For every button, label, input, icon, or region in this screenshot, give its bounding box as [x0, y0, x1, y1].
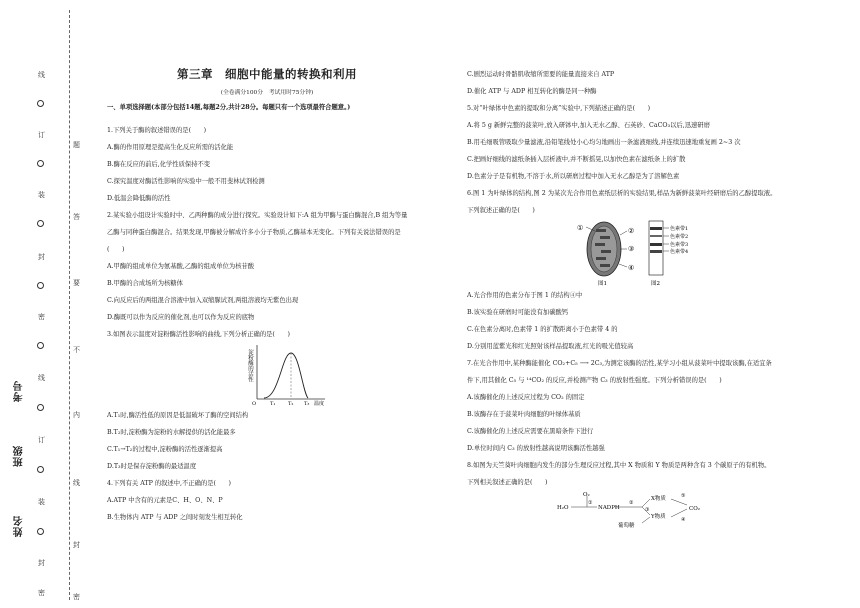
q3-option-b: B.T₂时,淀粉酶为淀粉的水解提供的活化能最多	[107, 429, 236, 436]
margin-note: 封	[73, 541, 80, 549]
h2o-label: H₂O	[557, 505, 569, 511]
t3-label: T₃	[304, 401, 310, 407]
margin-note: 要	[73, 279, 80, 287]
q4-option-a: A.ATP 中含有的元素是C、H、O、N、P	[107, 497, 223, 504]
class-label: 班级	[14, 445, 25, 467]
t1-label: T₁	[270, 401, 276, 407]
band-label-1: 色素带1	[670, 226, 689, 232]
step-4: ④	[681, 517, 686, 523]
q2-option-d: D.酶既可以作为反应的催化剂,也可以作为反应的底物	[107, 314, 255, 321]
left-column	[107, 60, 427, 526]
figure-2-caption: 图2	[651, 281, 660, 287]
binding-hole	[37, 466, 44, 473]
q2-option-c: C.向反应后的两组混合溶液中加入双缩脲试剂,两组溶液均无紫色出现	[107, 297, 299, 304]
y-axis-label: 淀粉酶的活性	[247, 349, 253, 382]
q1-option-c: C.探究温度对酶活性影响的实验中一般不用斐林试剂检测	[107, 178, 265, 185]
y-substance-label: Y物质	[651, 514, 666, 520]
margin-note: 答	[73, 213, 80, 221]
q3-option-a: A.T₁时,酶活性低的原因是低温破坏了酶的空间结构	[107, 412, 249, 419]
margin-note: 密	[73, 593, 80, 601]
metabolism-diagram	[467, 491, 827, 531]
q6-option-b: B.该实验在研磨时可能没有加碳酸钙	[467, 309, 569, 316]
step-5: ⑤	[681, 493, 686, 499]
step-2: ②	[629, 500, 634, 506]
margin-note: 线	[73, 479, 80, 487]
q6-figure	[467, 219, 827, 287]
pigment-band-4	[650, 250, 662, 253]
marker-1: ①	[577, 224, 584, 232]
page-title: 第三章 细胞中能量的转换和利用	[177, 67, 357, 81]
binding-margin	[0, 0, 80, 608]
q8-stem: 8.如图为天竺葵叶肉细胞内发生的部分生理反应过程,其中 X 物质和 Y 物质是两种含有 3 个碳原子的有机物。	[467, 462, 771, 469]
step-3: ③	[645, 507, 650, 513]
margin-tick: 线	[38, 71, 45, 79]
binding-hole	[37, 342, 44, 349]
enzyme-activity-curve	[107, 343, 427, 407]
right-column	[467, 66, 827, 531]
q6-stem-cont: 下列叙述正确的是( )	[467, 207, 535, 214]
q5-option-a: A.将 5 g 新鲜完整的菠菜叶,放入研钵中,加入无水乙醇、石英砂、CaCO₃以后,迅速研磨	[467, 122, 710, 129]
q1-option-d: D.低温会降低酶的活性	[107, 195, 171, 202]
q6-option-a: A.光合作用的色素分布于图 1 的结构④中	[467, 292, 583, 299]
band-label-2: 色素带2	[670, 234, 689, 240]
margin-tick: 密	[38, 313, 45, 321]
exam-number-label: 考号	[14, 380, 25, 402]
binding-hole	[37, 282, 44, 289]
origin-label: O	[252, 401, 257, 407]
q3-stem: 3.如图表示温度对淀粉酶活性影响的曲线,下列分析正确的是( )	[107, 331, 290, 338]
cut-line	[69, 10, 70, 600]
q2-option-a: A.甲酶的组成单位为氨基酸,乙酶的组成单位为核苷酸	[107, 263, 255, 270]
section-heading: 一、单项选择题(本部分包括14题,每题2分,共计28分。每题只有一个选项最符合题意。)	[107, 104, 351, 111]
binding-hole	[37, 160, 44, 167]
o2-label: O₂	[583, 492, 590, 498]
margin-tick: 装	[38, 191, 45, 199]
q7-option-d: D.单位时间内 C₃ 的放射性越高说明该酶活性越强	[467, 445, 605, 452]
q7-option-a: A.该酶催化的上述反应过程为 CO₂ 的固定	[467, 394, 585, 401]
t2-label: T₂	[288, 401, 294, 407]
q4-option-c: C.剧烈运动时骨骼肌收缩所需要的能量直接来自 ATP	[467, 71, 615, 78]
q5-option-d: D.色素分子是有机物,不溶于水,所以研磨过程中加入无水乙醇是为了溶解色素	[467, 173, 680, 180]
q3-option-d: D.T₃时是保存淀粉酶的最适温度	[107, 463, 197, 470]
binding-hole	[37, 528, 44, 535]
q5-option-c: C.把画好细线的滤纸条插入层析液中,并不断摇晃,以加快色素在滤纸条上的扩散	[467, 156, 686, 163]
q2-stem-paren: ( )	[107, 246, 125, 253]
binding-hole	[37, 404, 44, 411]
nadph-label: NADPH	[598, 505, 620, 511]
x-substance-label: X物质	[651, 496, 666, 502]
q2-stem: 2.某实验小组设计实验时中、乙两种酶的成分进行探究。实验设计如下:A 组为甲酶与蛋白酶混合,B 组为等量	[107, 212, 408, 219]
pigment-band-3	[650, 243, 662, 246]
binding-hole	[37, 100, 44, 107]
q7-stem: 7.在光合作用中,某种酶能催化 CO₂+C₅ ⟶ 2C₃,为测定该酶的活性,某学习小组从菠菜叶中提取该酶,在适宜条	[467, 360, 772, 367]
pigment-band-1	[650, 227, 662, 230]
margin-tick: 密	[38, 589, 45, 597]
q1-option-a: A.酶的作用原理是提高生化反应所需的活化能	[107, 144, 234, 151]
margin-note: 不	[73, 346, 80, 354]
band-label-4: 色素带4	[670, 249, 689, 255]
step-1: ①	[588, 500, 593, 506]
q6-option-d: D.分别用蓝紫光和红光照射该样品提取液,红光的吸光值较高	[467, 343, 634, 350]
name-label: 姓名	[14, 515, 25, 537]
marker-2: ②	[628, 227, 635, 235]
q6-stem: 6.图 1 为叶绿体的结构,图 2 为某次光合作用色素纸层析的实验结果,样品为新鲜菠菜叶经研磨后的乙醇提取液。	[467, 190, 777, 197]
q8-diagram	[467, 491, 827, 531]
q7-option-b: B.该酶存在于菠菜叶肉细胞的叶绿体基质	[467, 411, 581, 418]
q1-option-b: B.酶在反应的前后,化学性质保持不变	[107, 161, 211, 168]
q1-stem: 1.下列关于酶的叙述错误的是( )	[107, 127, 207, 134]
band-label-3: 色素带3	[670, 242, 689, 248]
marker-3: ③	[628, 245, 635, 253]
marker-4: ④	[628, 264, 635, 272]
q5-option-b: B.用毛细吸管吸取少量滤液,沿铅笔线处小心均匀地画出一条滤液细线,并连续迅速地重复画 2~3 次	[467, 139, 741, 146]
pigment-band-2	[650, 235, 662, 237]
x-axis-label: 温度	[314, 401, 325, 407]
margin-note: 题	[73, 141, 80, 149]
q3-graph	[107, 343, 427, 407]
q2-stem-cont: 乙酶与同种蛋白酶混合。结果发现,甲酶被分解成许多小分子物质,乙酶基本无变化。下列有关说法错误的是	[107, 229, 401, 236]
q3-option-c: C.T₁→T₂的过程中,淀粉酶的活性逐渐提高	[107, 446, 223, 453]
q8-stem-cont: 下列相关叙述正确的是( )	[467, 479, 548, 486]
q4-option-b: B.生物体内 ATP 与 ADP 之间时刻发生相互转化	[107, 514, 243, 521]
margin-tick: 封	[38, 253, 45, 261]
q4-stem: 4.下列有关 ATP 的叙述中,不正确的是( )	[107, 480, 232, 487]
margin-tick: 装	[38, 498, 45, 506]
binding-hole	[37, 220, 44, 227]
chloroplast-figure	[467, 219, 827, 287]
margin-tick: 封	[38, 559, 45, 567]
margin-note: 内	[73, 411, 80, 419]
figure-1-caption: 图1	[598, 281, 607, 287]
co2-label: CO₂	[689, 506, 700, 512]
page-subtitle: (全卷满分100分 考试用时75分钟)	[220, 90, 314, 96]
q5-stem: 5.对“叶绿体中色素的提取和分离”实验中,下列描述正确的是( )	[467, 105, 651, 112]
margin-tick: 订	[38, 436, 45, 444]
q7-option-c: C.该酶催化的上述反应需要在黑暗条件下进行	[467, 428, 594, 435]
q2-option-b: B.甲酶的合成场所为核糖体	[107, 280, 183, 287]
margin-tick: 线	[38, 374, 45, 382]
q7-stem-cont: 件下,用其催化 C₅ 与 ¹⁴CO₂ 的反应,并检测产物 C₃ 的放射性强度。下列分析错误的是( )	[467, 377, 722, 384]
margin-tick: 订	[38, 131, 45, 139]
q6-option-c: C.在色素分离时,色素带 1 的扩散距离小于色素带 4 的	[467, 326, 618, 333]
glucose-label: 葡萄糖	[618, 523, 635, 529]
q4-option-d: D.催化 ATP 与 ADP 相互转化的酶是同一种酶	[467, 88, 597, 95]
